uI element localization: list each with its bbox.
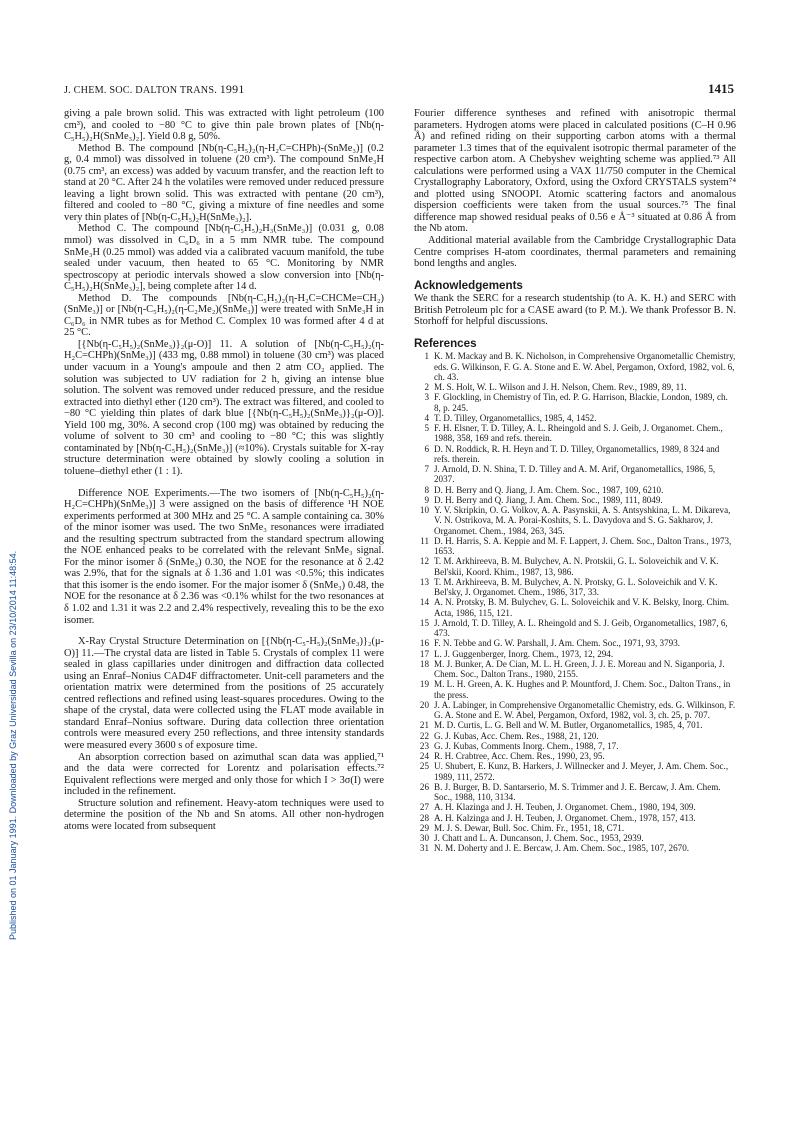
reference-item bbox=[414, 597, 736, 618]
reference-item bbox=[414, 833, 736, 843]
reference-item bbox=[414, 638, 736, 648]
reference-text: J. Arnold, D. N. Shina, T. D. Tilley and A. M. Arif, Organometallics, 1986, 5, 2037. bbox=[434, 464, 716, 485]
paragraph-absorption: An absorption correction based on azimuthal scan data was applied,⁷¹ and the data were corrected for Lorentz and polarisation effects.⁷² Equivalent reflections were merged and only those for which I > 3σ(I) were included in the refinement. bbox=[64, 751, 384, 798]
reference-item bbox=[414, 802, 736, 812]
reference-item bbox=[414, 720, 736, 730]
reference-item bbox=[414, 813, 736, 823]
reference-item bbox=[414, 464, 736, 485]
reference-number: 29 bbox=[419, 822, 429, 833]
paragraph: giving a pale brown solid. This was extracted with light petroleum (100 cm³), and cooled to −80 °C to give thin pale brown plates of [Nb(η-C₅H₅)₂H(SnMe₃)₂]. Yield 0.8 g, 50%. bbox=[64, 108, 384, 143]
reference-item bbox=[414, 843, 736, 853]
reference-number: 1 bbox=[424, 351, 429, 362]
reference-text: A. H. Klazinga and J. H. Teuben, J. Organomet. Chem., 1980, 194, 309. bbox=[434, 802, 696, 813]
reference-item bbox=[414, 731, 736, 741]
reference-number: 10 bbox=[419, 505, 429, 516]
reference-text: M. J. S. Dewar, Bull. Soc. Chim. Fr., 1951, 18, C71. bbox=[434, 822, 625, 833]
paragraph-method-b: Method B. The compound [Nb(η-C₅H₅)₂(η-H₂C=CHPh)-(SnMe₃)] (0.2 g, 0.4 mmol) was dissolved in toluene (20 cm³). The compound SnMe₃H (0.75 cm³, an excess) was added by vacuum transfer, and the reaction left to stand at 20 °C. After 24 h the volatiles were removed under reduced pressure leaving a light brown solid. This was extracted with pentane (20 cm³), filtered and cooled to −80 °C, giving a mixture of fine needles and some very thin plates of [Nb(η-C₅H₅)₂H(SnMe₃)₂]. bbox=[64, 142, 384, 223]
reference-item bbox=[414, 577, 736, 598]
reference-text: J. A. Labinger, in Comprehensive Organometallic Chemistry, eds. G. Wilkinson, F. G. A. Stone and E. W. Abel, Pergamon, Oxford, 1982, vol. 3, ch. 25, p. 707. bbox=[434, 699, 736, 721]
reference-text: G. J. Kubas, Acc. Chem. Res., 1988, 21, 120. bbox=[434, 730, 599, 741]
reference-number: 13 bbox=[419, 576, 429, 587]
reference-text: T. D. Tilley, Organometallics, 1985, 4, 1452. bbox=[434, 412, 597, 423]
running-head bbox=[64, 82, 245, 97]
paragraph-method-c: Method C. The compound [Nb(η-C₅H₅)₂H₃(SnMe₃)] (0.031 g, 0.08 mmol) was dissolved in C₆D₆ in a 5 mm NMR tube. The compound SnMe₃H (0.25 mmol) was added via a calibrated vacuum manifold, the tube sealed under vacuum, then heated to 65 °C. Monitoring by NMR spectroscopy at periodic intervals showed a slow conversion into [Nb(η-C₅H₅)₂H(SnMe₃)₂], being complete after 14 d. bbox=[64, 223, 384, 293]
reference-number: 4 bbox=[424, 412, 429, 423]
reference-item bbox=[414, 444, 736, 465]
journal-year: 1991 bbox=[219, 82, 245, 96]
reference-item bbox=[414, 618, 736, 639]
reference-item bbox=[414, 392, 736, 413]
reference-number: 28 bbox=[419, 812, 429, 823]
right-column bbox=[414, 108, 736, 854]
reference-text: U. Shubert, E. Kunz, B. Harkers, J. Willnecker and J. Meyer, J. Am. Chem. Soc., 1989, 111, 2572. bbox=[434, 761, 729, 782]
download-watermark: Published on 01 January 1991. Downloaded by Graz Universidad Sevilla on 23/10/2014 11:48:54. bbox=[8, 550, 18, 940]
reference-number: 15 bbox=[419, 617, 429, 628]
reference-number: 3 bbox=[424, 392, 429, 403]
reference-number: 5 bbox=[424, 423, 429, 434]
reference-number: 20 bbox=[419, 699, 429, 710]
reference-item bbox=[414, 659, 736, 680]
acknowledgements-text: We thank the SERC for a research studentship (to A. K. H.) and SERC with British Petroleum plc for a CASE award (to P. M.). We thank Professor B. N. Storhoff for helpful discussions. bbox=[414, 293, 736, 328]
reference-text: L. J. Guggenberger, Inorg. Chem., 1973, 12, 294. bbox=[434, 648, 614, 659]
reference-number: 31 bbox=[419, 843, 429, 854]
reference-number: 25 bbox=[419, 761, 429, 772]
reference-text: A. H. Kalzinga and J. H. Teuben, J. Organomet. Chem., 1978, 157, 413. bbox=[434, 812, 696, 823]
reference-number: 30 bbox=[419, 833, 429, 844]
reference-number: 26 bbox=[419, 781, 429, 792]
reference-text: T. M. Arkhireeva, B. M. Bulychev, A. N. Protskii, G. L. Soloveichik and V. K. Bel'skii, Koord. Khim., 1987, 13, 986. bbox=[434, 556, 719, 577]
paragraph-additional-material: Additional material available from the Cambridge Crystallographic Data Centre comprises H-atom coordinates, thermal parameters and remaining bond lengths and angles. bbox=[414, 235, 736, 270]
reference-text: B. J. Burger, B. D. Santarserio, M. S. Trimmer and J. E. Bercaw, J. Am. Chem. Soc., 1988, 110, 3134. bbox=[434, 781, 721, 803]
reference-item bbox=[414, 413, 736, 423]
reference-number: 17 bbox=[419, 648, 429, 659]
reference-item bbox=[414, 741, 736, 751]
journal-name: J. CHEM. SOC. DALTON TRANS. bbox=[64, 85, 217, 96]
reference-item bbox=[414, 536, 736, 557]
reference-text: K. M. Mackay and B. K. Nicholson, in Comprehensive Organometallic Chemistry, eds. G. Wilkinson, F. G. A. Stone and E. W. Abel, Pergamon, Oxford, 1982, vol. 6, ch. 43. bbox=[434, 351, 736, 382]
reference-text: D. H. Berry and Q. Jiang, J. Am. Chem. Soc., 1987, 109, 6210. bbox=[434, 484, 664, 495]
page-number: 1415 bbox=[708, 81, 734, 96]
paragraph-complex-11: [{Nb(η-C₅H₅)₂(SnMe₃)}₂(μ-O)] 11. A solution of [Nb(η-C₅H₅)₂(η-H₂C=CHPh)(SnMe₃)] (433 mg, 0.88 mmol) in toluene (30 cm³) was placed under vacuum in a Young's ampoule and then 2 atm CO₂ applied. The solution was subjected to UV radiation for 2 h, giving an intense blue solution. The solvent was removed under reduced pressure, and the residue extracted into diethyl ether (120 cm³). The extract was filtered, and cooled to −80 °C yielding thin plates of dark blue [{Nb(η-C₅H₅)₂(SnMe₃)}₂(μ-O)]. Yield 100 mg, 30%. A second crop (100 mg) was obtained by reducing the volume of solvent to 30 cm³ and cooling to −80 °C; this was slightly contaminated by [Nb(η-C₅H₅)₂(SnMe₃)] (≈10%). Crystals suitable for X-ray structure determination were obtained by slowly cooling a solution in toluene–diethyl ether (1 : 1). bbox=[64, 338, 384, 477]
acknowledgements-heading: Acknowledgements bbox=[414, 278, 523, 292]
paragraph-method-d: Method D. The compounds [Nb(η-C₅H₅)₂(η-H₂C=CHCMe=CH₂)(SnMe₃)] or [Nb(η-C₅H₅)₂(η-C₂Me₂)(SnMe₃)] were treated with SnMe₃H in C₆D₆ in NMR tubes as for Method C. Complex 10 was formed after 4 d at 25 °C. bbox=[64, 292, 384, 339]
reference-item bbox=[414, 679, 736, 700]
page-header bbox=[64, 82, 734, 100]
reference-item bbox=[414, 761, 736, 782]
left-column bbox=[64, 108, 384, 832]
reference-number: 12 bbox=[419, 556, 429, 567]
reference-number: 11 bbox=[420, 535, 429, 546]
reference-number: 7 bbox=[424, 464, 429, 475]
reference-text: R. H. Crabtree, Acc. Chem. Res., 1990, 23, 95. bbox=[434, 751, 605, 762]
reference-number: 8 bbox=[424, 484, 429, 495]
paragraph: Fourier difference syntheses and refined with anisotropic thermal parameters. Hydrogen atoms were placed in calculated positions (C–H 0.96 Å) and refined riding on their supporting carbon atoms with a thermal parameter 1.3 times that of the equivalent isotropic thermal parameter of the respective carbon atom. A Chebyshev weighting scheme was applied.⁷³ All calculations were performed using a VAX 11/750 computer in the Chemical Crystallography Laboratory, Oxford, using the Oxford CRYSTALS system⁷⁴ and plotted using SNOOPI. Atomic scattering factors and anomalous dispersion coefficients were taken from the usual sources.⁷⁵ The final difference map showed residual peaks of 0.56 e Å⁻³ situated at 0.86 Å from the Nb atom. bbox=[414, 108, 736, 235]
reference-text: F. Glockling, in Chemistry of Tin, ed. P. G. Harrison, Blackie, London, 1989, ch. 8, p. 245. bbox=[434, 392, 728, 413]
reference-number: 22 bbox=[419, 730, 429, 741]
references-heading: References bbox=[414, 336, 477, 350]
reference-item bbox=[414, 823, 736, 833]
reference-text: M. D. Curtis, L. G. Bell and W. M. Butler, Organometallics, 1985, 4, 701. bbox=[434, 720, 703, 731]
reference-text: N. M. Doherty and J. E. Bercaw, J. Am. Chem. Soc., 1985, 107, 2670. bbox=[434, 843, 690, 854]
reference-text: J. Chatt and L. A. Duncanson, J. Chem. Soc., 1953, 2939. bbox=[434, 833, 644, 844]
reference-item bbox=[414, 700, 736, 721]
reference-item bbox=[414, 423, 736, 444]
reference-item bbox=[414, 495, 736, 505]
reference-number: 9 bbox=[424, 494, 429, 505]
reference-text: D. H. Harris, S. A. Keppie and M. F. Lappert, J. Chem. Soc., Dalton Trans., 1973, 1653. bbox=[434, 535, 732, 557]
reference-text: T. M. Arkhireeva, B. M. Bulychev, A. N. Protsky, G. L. Soloveichik and V. K. Bel'sky, J. Organomet. Chem., 1986, 317, 33. bbox=[434, 576, 718, 598]
reference-item bbox=[414, 485, 736, 495]
reference-list bbox=[414, 351, 736, 853]
reference-item bbox=[414, 782, 736, 803]
reference-text: F. H. Elsner, T. D. Tilley, A. L. Rheingold and S. J. Geib, J. Organomet. Chem., 1988, 358, 169 and refs. therein. bbox=[434, 423, 723, 444]
reference-number: 27 bbox=[419, 802, 429, 813]
reference-number: 21 bbox=[419, 720, 429, 731]
reference-number: 23 bbox=[419, 740, 429, 751]
reference-text: Y. V. Skripkin, O. G. Volkov, A. A. Pasynskii, A. S. Antsyshkina, L. M. Dikareva, V. N. Ostrikova, M. A. Porai-Koshits, S. L. Davydova and S. G. Sakharov, J. Organomet. Chem., 1984, 263, 345. bbox=[434, 505, 731, 536]
reference-text: D. H. Berry and Q. Jiang, J. Am. Chem. Soc., 1989, 111, 8049. bbox=[434, 494, 663, 505]
reference-text: A. N. Protsky, B. M. Bulychev, G. L. Soloveichik and V. K. Belsky, Inorg. Chim. Acta, 1986, 115, 121. bbox=[434, 597, 730, 618]
reference-item bbox=[414, 351, 736, 382]
reference-item bbox=[414, 505, 736, 536]
reference-item bbox=[414, 649, 736, 659]
reference-text: M. L. H. Green, A. K. Hughes and P. Mountford, J. Chem. Soc., Dalton Trans., in the press. bbox=[434, 679, 731, 700]
reference-number: 14 bbox=[419, 597, 429, 608]
paragraph-xray: X-Ray Crystal Structure Determination on [{Nb(η-C₅-H₅)₂(SnMe₃)}₂(μ-O)] 11.—The crystal data are listed in Table 5. Crystals of complex 11 were sealed in glass capillaries under dinitrogen and diffraction data collected using an Enraf–Nonius CAD4F diffractometer. Unit-cell parameters and the orientation matrix were determined from the positions of 25 accurately centred reflections and refined using least-squares procedures. Owing to the shape of the crystal, data were collected using the FLAT mode available in standard Enraf–Nonius software. During data collection three orientation controls were measured every 250 reflections, and three intensity standards were measured every 3600 s of exposure time. bbox=[64, 636, 384, 751]
reference-number: 19 bbox=[419, 679, 429, 690]
reference-number: 6 bbox=[424, 443, 429, 454]
reference-number: 16 bbox=[419, 638, 429, 649]
reference-text: J. Arnold, T. D. Tilley, A. L. Rheingold and S. J. Geib, Organometallics, 1987, 6, 473. bbox=[434, 617, 728, 639]
reference-text: M. S. Holt, W. L. Wilson and J. H. Nelson, Chem. Rev., 1989, 89, 11. bbox=[434, 382, 687, 393]
paragraph-structure-solution: Structure solution and refinement. Heavy-atom techniques were used to determine the position of the Nb and Sn atoms. All other non-hydrogen atoms were located from subsequent bbox=[64, 797, 384, 832]
reference-item bbox=[414, 751, 736, 761]
reference-item bbox=[414, 556, 736, 577]
reference-text: D. N. Roddick, R. H. Heyn and T. D. Tilley, Organometallics, 1989, 8 324 and refs. therein. bbox=[434, 443, 720, 464]
paragraph-noe: Difference NOE Experiments.—The two isomers of [Nb(η-C₅H₅)₂(η-H₂C=CHPh)(SnMe₃)] 3 were assigned on the basis of difference ¹H NOE experiments performed at 300 MHz and 25 °C. A sample containing ca. 30% of the minor isomer was used. The two SnMe₃ resonances were irradiated and the resulting spectrum subtracted from the standard spectrum allowing the NOE enhanced peaks to be correlated with the relevant SnMe₃ signal. For the minor isomer δ (SnMe₃) 0.30, the NOE for the resonance at δ 2.42 was 2.9%, that for the signals at δ 1.36 and 1.01 was <0.5%; this indicates that this isomer is the endo isomer. For the major isomer δ (SnMe₃) 0.48, the NOE for the resonance at δ 2.36 was <0.1% whilst for the two resonances at δ 1.02 and 1.31 it was 2.2 and 2.4% respectively, revealing this to be the exo isomer. bbox=[64, 487, 384, 626]
reference-number: 2 bbox=[424, 382, 429, 393]
reference-number: 18 bbox=[419, 658, 429, 669]
reference-number: 24 bbox=[419, 751, 429, 762]
reference-text: G. J. Kubas, Comments Inorg. Chem., 1988, 7, 17. bbox=[434, 740, 619, 751]
reference-item bbox=[414, 382, 736, 392]
reference-text: F. N. Tebbe and G. W. Parshall, J. Am. Chem. Soc., 1971, 93, 3793. bbox=[434, 638, 681, 649]
reference-text: M. J. Bunker, A. De Cian, M. L. H. Green, J. J. E. Moreau and N. Siganporia, J. Chem. Soc., Dalton Trans., 1980, 2155. bbox=[434, 658, 725, 680]
